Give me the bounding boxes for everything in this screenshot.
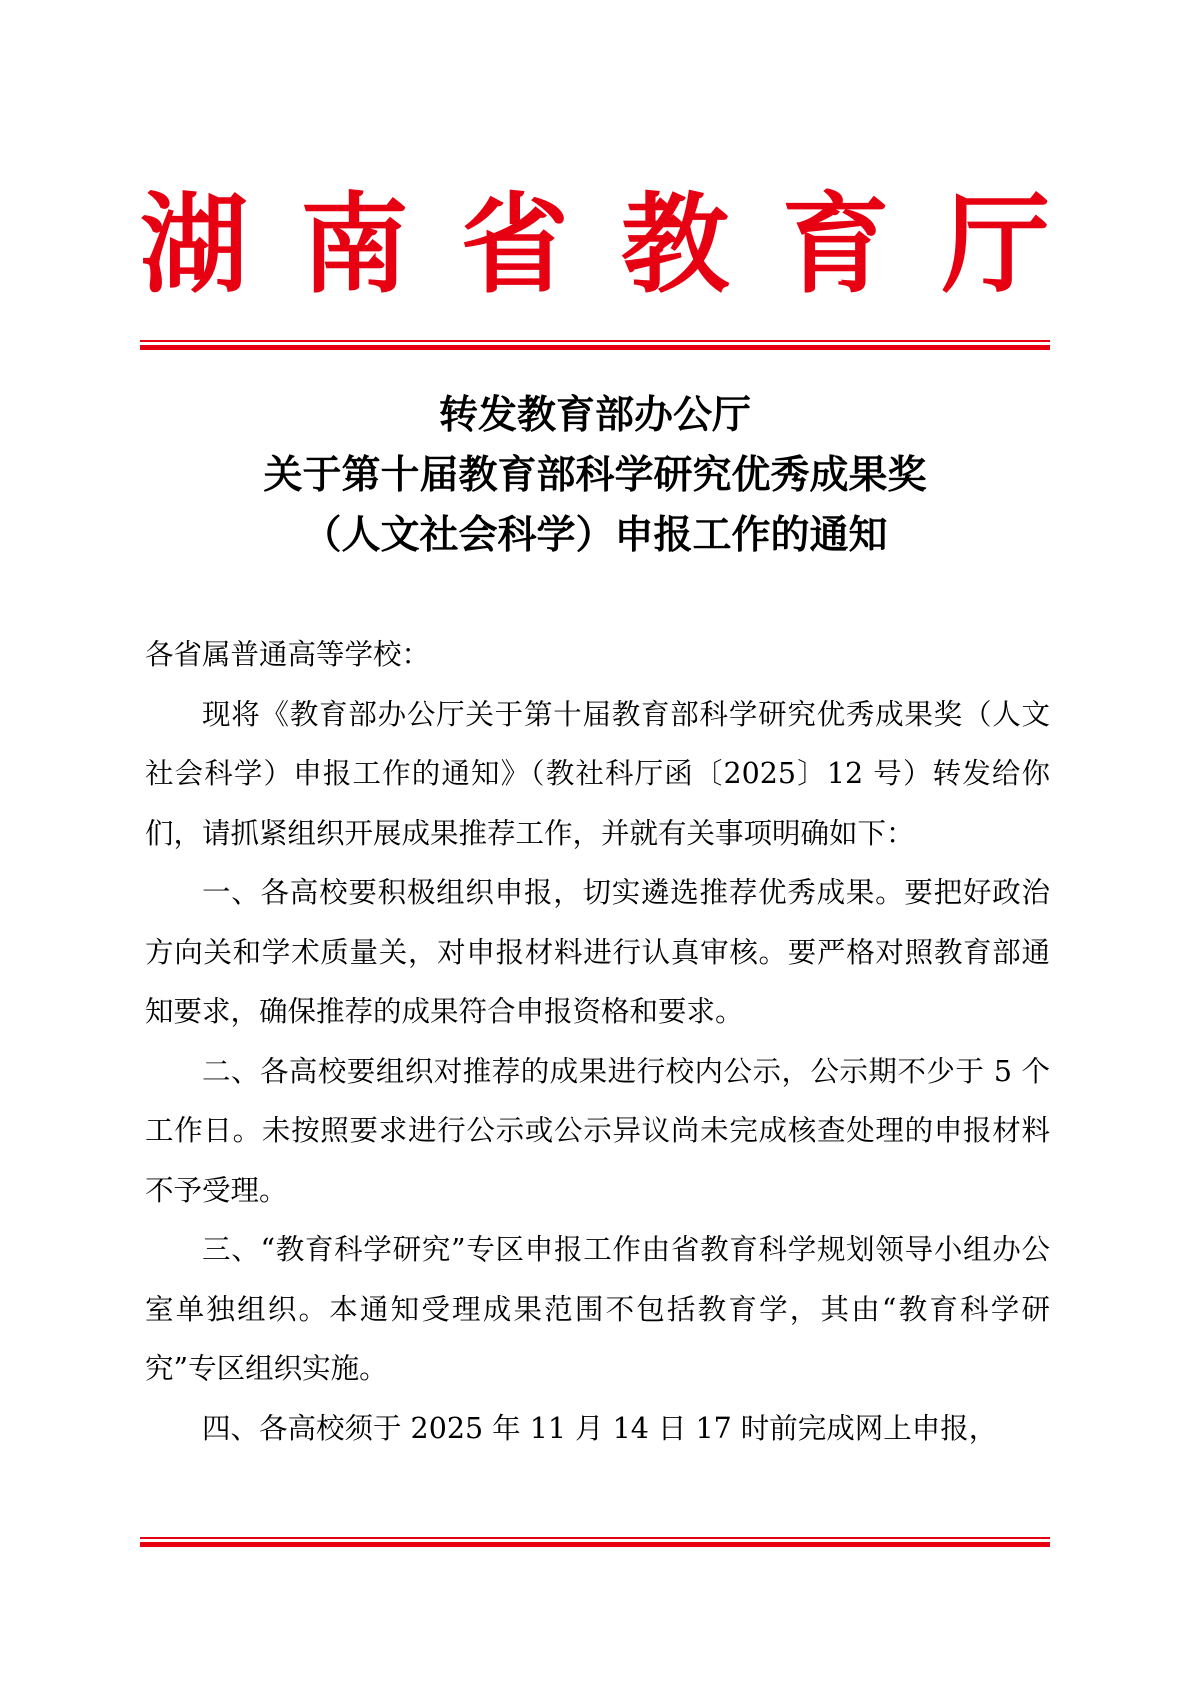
agency-char: 厅	[941, 182, 1050, 308]
header-rule-thick	[140, 345, 1050, 350]
body-paragraph-item-1: 一、各高校要积极组织申报，切实遴选推荐优秀成果。要把好政治方向关和学术质量关，对申报材料进行认真审核。要严格对照教育部通知要求，确保推荐的成果符合申报资格和要求。	[145, 876, 1050, 1028]
footer-red-rule	[140, 1534, 1050, 1547]
agency-char: 省	[460, 182, 569, 308]
body-paragraph-item-4: 四、各高校须于 2025 年 11 月 14 日 17 时前完成网上申报，	[202, 1411, 998, 1445]
title-line-2: 关于第十届教育部科学研究优秀成果奖	[263, 452, 927, 498]
body-paragraph-intro: 现将《教育部办公厅关于第十届教育部科学研究优秀成果奖（人文社会科学）申报工作的通知》（教社科厅函〔2025〕12 号）转发给你们，请抓紧组织开展成果推荐工作，并就有关事项明确如下：	[145, 697, 1050, 850]
agency-char: 湖	[140, 182, 249, 308]
agency-char: 育	[781, 182, 890, 308]
body-paragraph-item-2: 二、各高校要组织对推荐的成果进行校内公示，公示期不少于 5 个工作日。未按照要求进行公示或公示异议尚未完成核查处理的申报材料不予受理。	[145, 1054, 1050, 1207]
agency-char: 南	[300, 182, 409, 308]
footer-rule-thick	[140, 1542, 1050, 1547]
title-line-1: 转发教育部办公厅	[438, 392, 751, 438]
agency-header	[140, 182, 1050, 308]
footer-rule-thin	[140, 1537, 1050, 1539]
header-rule-thin-top	[140, 340, 1050, 342]
body-paragraph-item-3: 三、“教育科学研究”专区申报工作由省教育科学规划领导小组办公室单独组织。本通知受理成果范围不包括教育学，其由“教育科学研究”专区组织实施。	[145, 1233, 1050, 1385]
title-line-3: （人文社会科学）申报工作的通知	[302, 512, 888, 558]
document-title	[140, 385, 1050, 565]
document-body	[145, 625, 1050, 1458]
header-red-rule	[140, 337, 1050, 350]
agency-char: 教	[621, 182, 730, 308]
salutation: 各省属普通高等学校：	[145, 638, 431, 671]
